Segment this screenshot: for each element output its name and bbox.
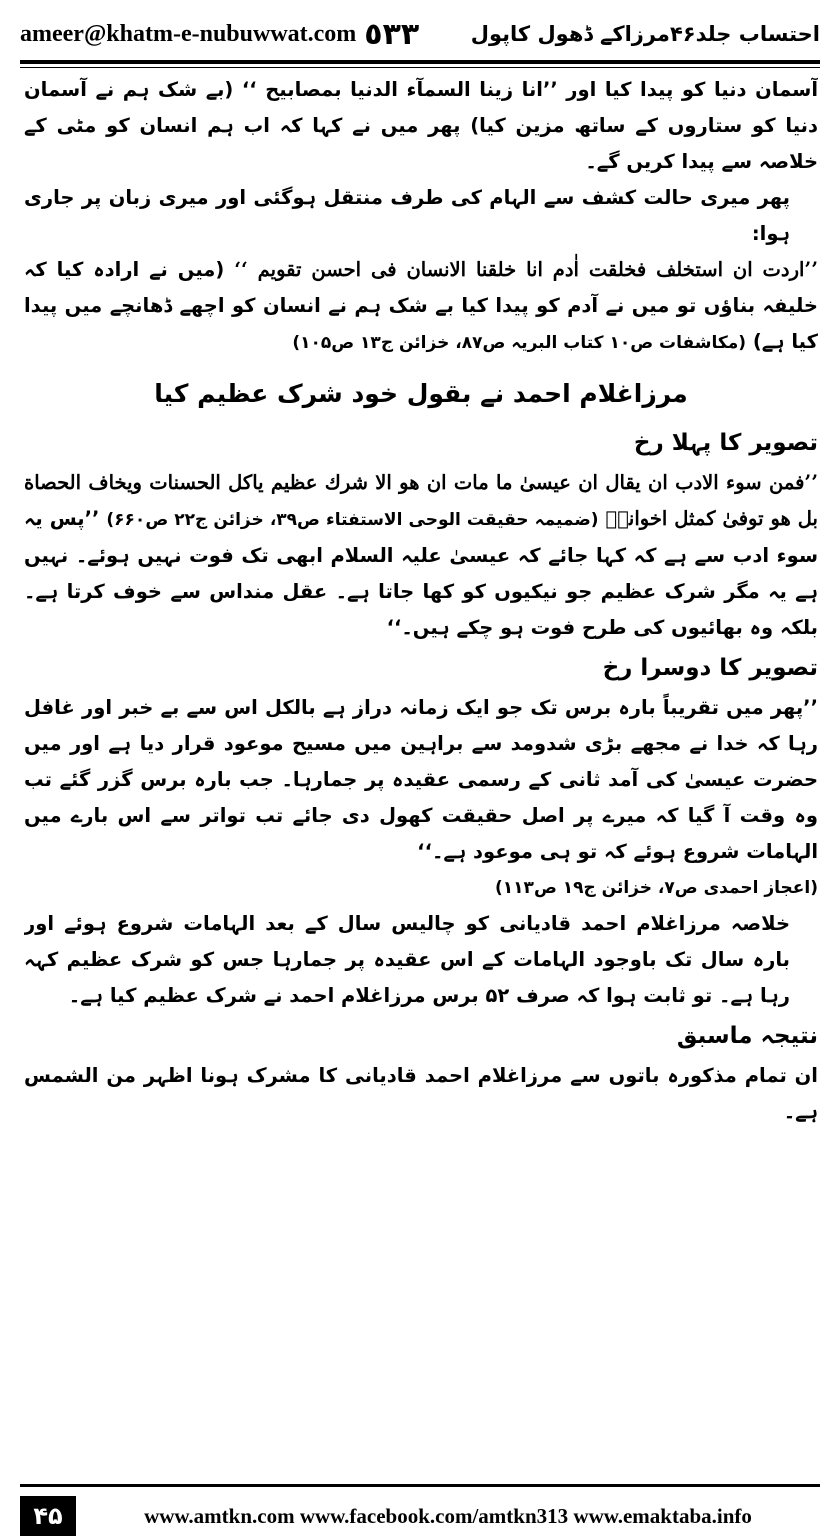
paragraph-5: ’’پھر میں تقریباً بارہ برس تک جو ایک زمانہ دراز ہے بالکل اس سے بے خبر اور غافل رہا کہ خدا نے مجھے بڑی شدومد سے براہین میں مسیح موعود قرار دیا ہے اور میں حضرت عیسیٰ کی آمد ثانی کے رسمی عقیدہ پر جمارہا۔ جب بارہ برس گزر گئے تب وہ وقت آ گیا کہ میرے پر اصل حقیقت کھول دی جائے تب تواتر سے اس بارے میں الہامات شروع ہوئے کہ تو ہی موعود ہے۔‘‘ [24, 696, 818, 863]
paragraph-2: پھر میری حالت کشف سے الہام کی طرف منتقل ہوگئی اور میری زبان پر جاری ہوا: [24, 186, 790, 245]
paragraph-1: آسمان دنیا کو پیدا کیا اور ’’انا زینا السمآء الدنیا بمصابیح ‘‘ (بے شک ہم نے آسمان دنیا کو ستاروں کے ساتھ مزین کیا) پھر میں نے کہا کہ اب ہم انسان کو مٹی کے خلاصہ سے پیدا کریں گے۔ [24, 78, 818, 173]
header-title: احتساب جلد۴۶مرزاکے ڈھول کاپول [470, 22, 820, 46]
arabic-quote-2: ’’فمن سوء الادب ان یقال ان عیسیٰ ما مات ان هو الا شرك عظیم یاکل الحسنات ویخاف الحصاة بل هو توفیٰ کمثل اخوانهٖ [24, 471, 818, 530]
header-rule [20, 60, 820, 64]
citation-2: (ضمیمہ حقیقت الوحی الاستفتاء ص۳۹، خزائن ج۲۲ ص۶۶۰) [106, 510, 599, 530]
page-body [24, 72, 818, 1467]
main-heading: مرزاغلام احمد نے بقول خود شرک عظیم کیا [154, 379, 688, 408]
citation-1: (مکاشفات ص۱۰ کتاب البریہ ص۸۷، خزائن ج۱۳ ص۱۰۵) [292, 333, 747, 353]
urdu-translation-1: (میں نے ارادہ کیا کہ خلیفہ بناؤں تو میں نے آدم کو پیدا کیا بے شک ہم نے انسان کو اچھے ڈھانچے میں پیدا کیا ہے) [24, 258, 818, 353]
paragraph-6: خلاصہ مرزاغلام احمد قادیانی کو چالیس سال کے بعد الہامات شروع ہوئے اور بارہ سال تک باوجود الہامات کے اس عقیدہ پر جمارہا جس کو شرک عظیم کہہ رہا ہے۔ تو ثابت ہوا کہ صرف ۵۲ برس مرزاغلام احمد نے شرک عظیم کیا ہے۔ [24, 912, 790, 1007]
subheading-first-aspect: تصویر کا پہلا رخ [633, 430, 818, 456]
subheading-conclusion: نتیجہ ماسبق [676, 1023, 818, 1049]
footer-page-number: ۴۵ [20, 1496, 76, 1536]
header-left [20, 17, 419, 52]
paragraph-7: ان تمام مذکورہ باتوں سے مرزاغلام احمد قادیانی کا مشرک ہونا اظہر من الشمس ہے۔ [24, 1064, 818, 1123]
footer-links: www.amtkn.com www.facebook.com/amtkn313 www.emaktaba.info [144, 1503, 752, 1528]
header-email: ameer@khatm-e-nubuwwat.com [20, 20, 357, 47]
page-header [20, 14, 820, 54]
arabic-quote-1: ’’اردت ان استخلف فخلقت اٰدم انا خلقنا الانسان فی احسن تقویم ‘‘ [234, 258, 818, 281]
subheading-second-aspect: تصویر کا دوسرا رخ [602, 655, 818, 681]
page-number: ٥٣٣ [364, 16, 420, 52]
paragraph-4 [24, 465, 818, 646]
citation-3: (اعجاز احمدی ص۷، خزائن ج۱۹ ص۱۱۳) [495, 878, 818, 898]
paragraph-3 [24, 252, 818, 361]
urdu-translation-2: ’’پس یہ سوء ادب سے ہے کہ کہا جائے کہ عیسیٰ علیہ السلام ابھی تک فوت نہیں ہوئے۔ نہیں ہے یہ مگر شرک عظیم جو نیکیوں کو کھا جاتا ہے۔ عقل منداس سے خوف کرتا ہے۔ بلکہ وہ بھائیوں کی طرح فوت ہو چکے ہیں۔‘‘ [24, 507, 818, 639]
header-rule-thin [20, 67, 820, 68]
page-footer [20, 1484, 820, 1539]
